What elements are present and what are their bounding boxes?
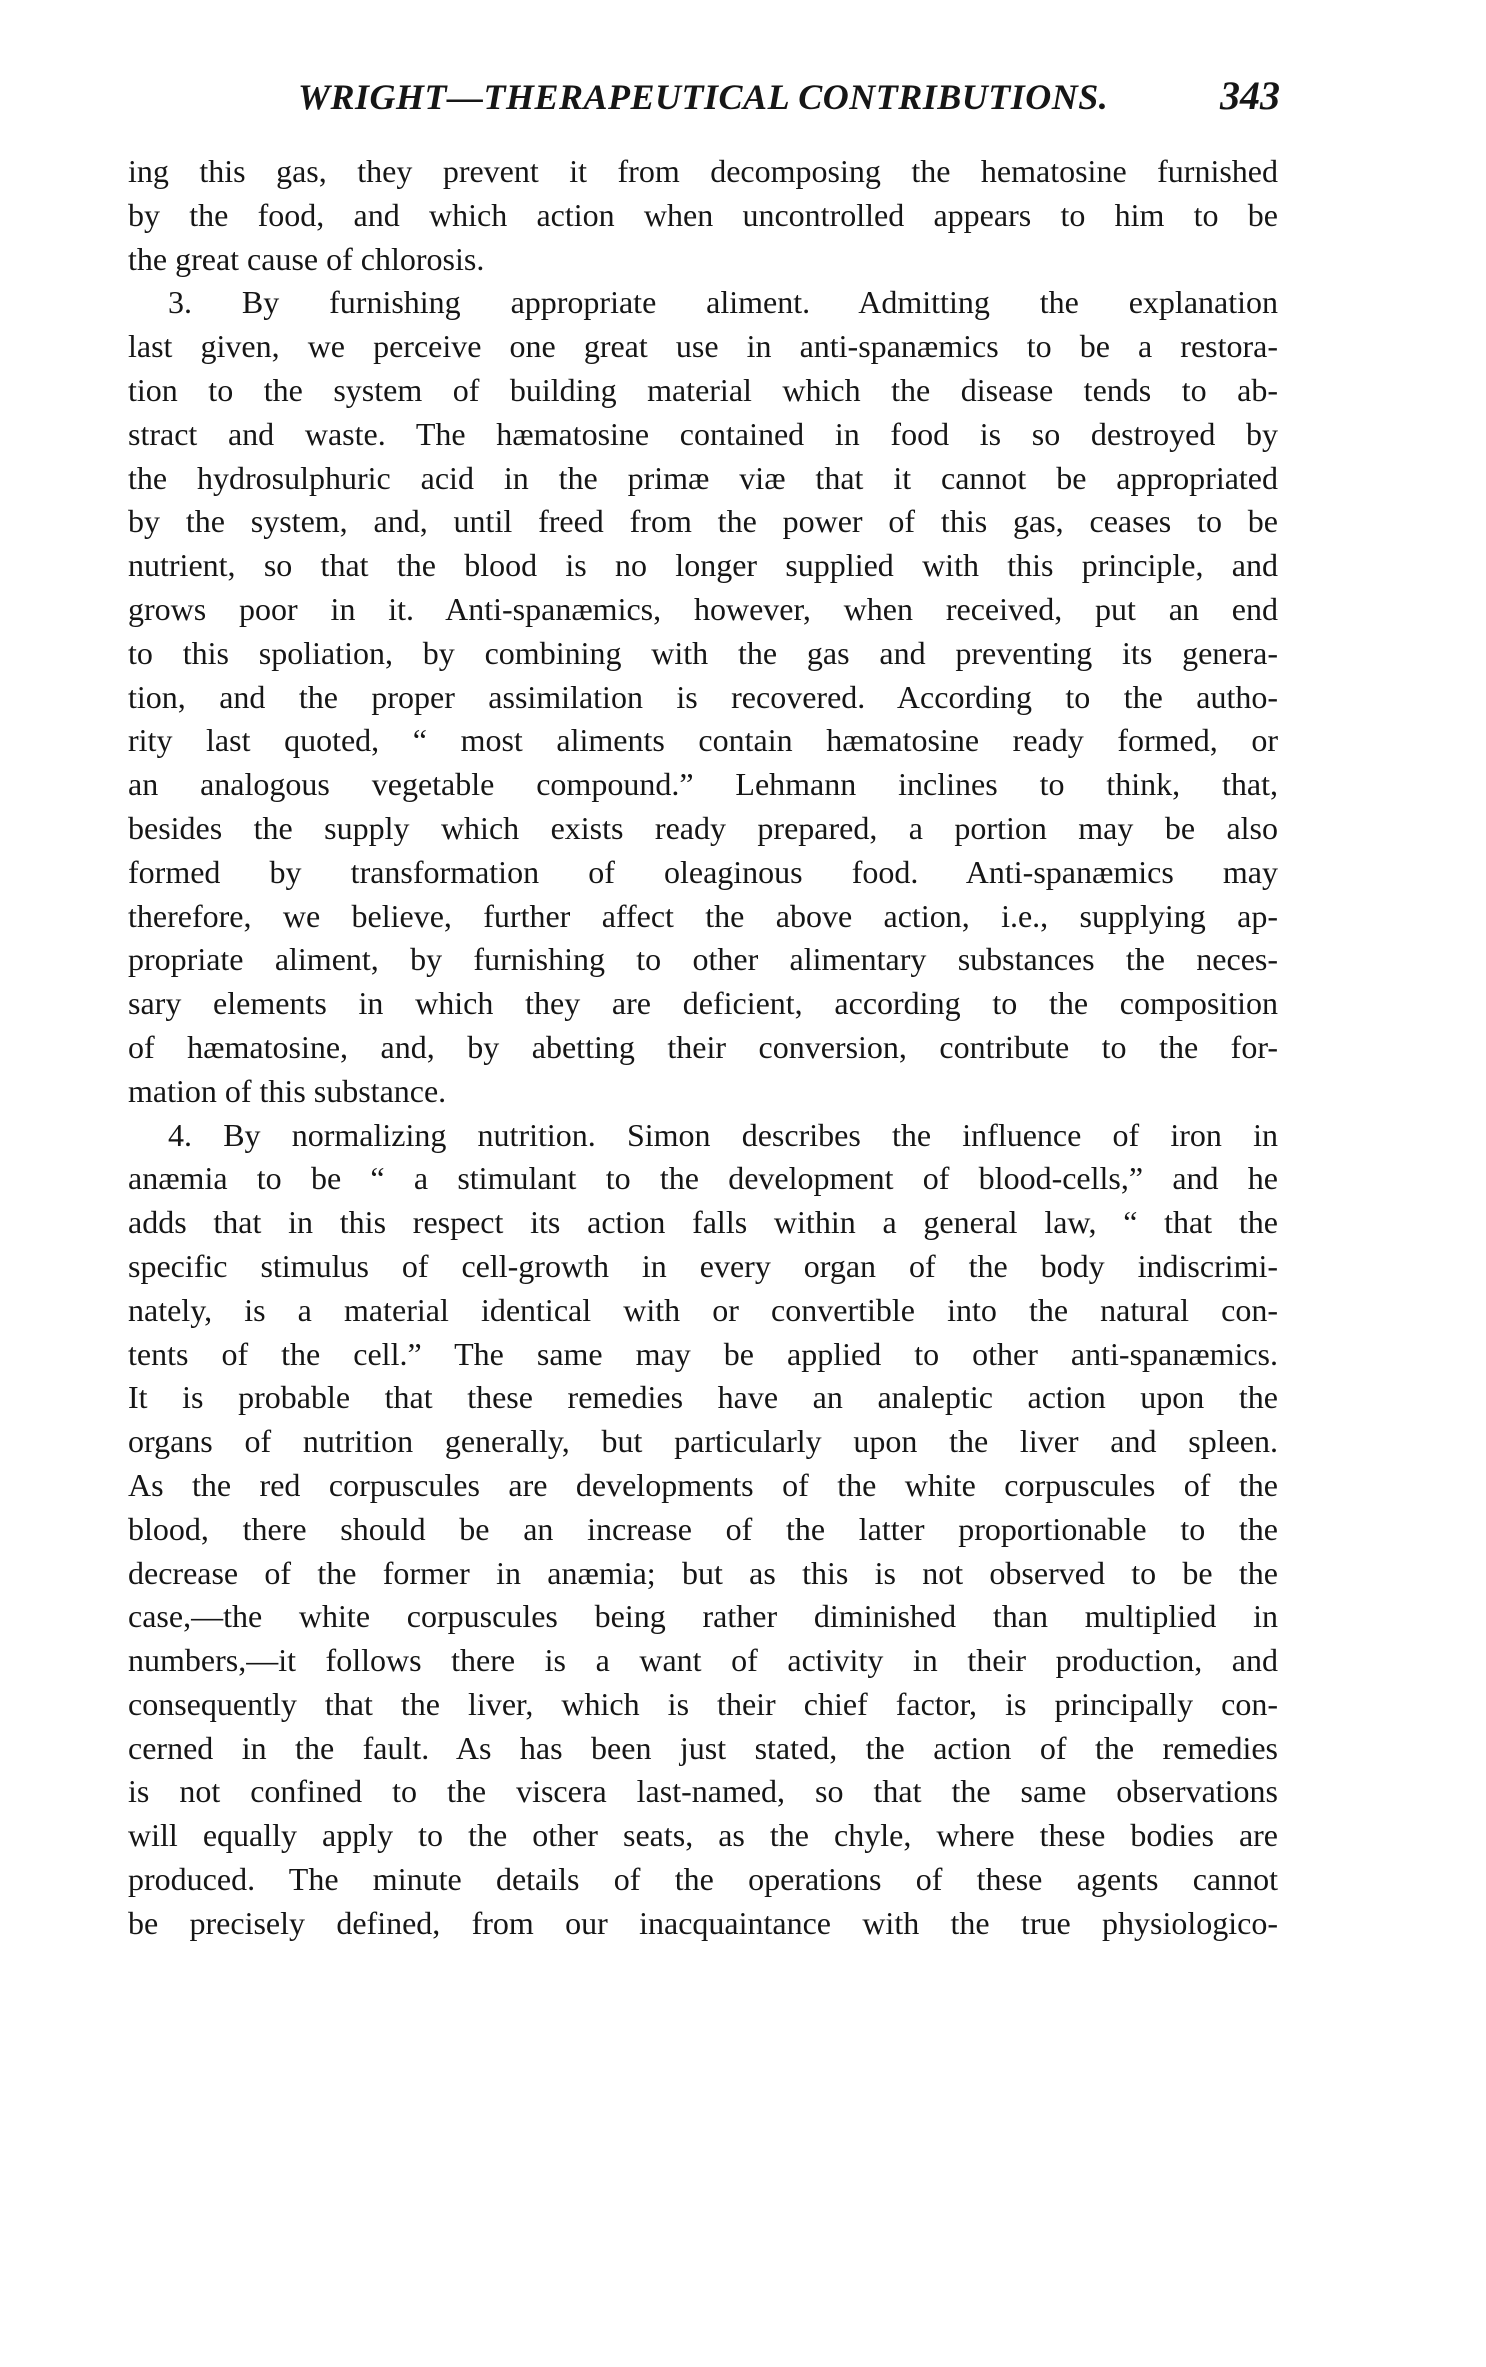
page-number: 343 — [1220, 73, 1280, 118]
text-line: grows poor in it. Anti-spanæmics, however, when received, put an end — [128, 590, 1278, 627]
text-line: decrease of the former in anæmia; but as this is not observed to be the — [128, 1554, 1278, 1591]
text-line: tents of the cell.” The same may be applied to other anti-spanæmics. — [128, 1335, 1278, 1372]
text-line: by the system, and, until freed from the power of this gas, ceases to be — [128, 503, 1278, 540]
text-line: an analogous vegetable compound.” Lehmann inclines to think, that, — [128, 766, 1278, 803]
text-line: blood, there should be an increase of the latter proportionable to the — [128, 1510, 1278, 1547]
text-line: case,—the white corpuscules being rather diminished than multiplied in — [128, 1598, 1278, 1635]
text-line: ing this gas, they prevent it from decomposing the hematosine furnished — [128, 153, 1278, 189]
text-line: stract and waste. The hæmatosine contained in food is so destroyed by — [128, 415, 1278, 452]
paragraph-start-line: 4. By normalizing nutrition. Simon describes the influence of iron in — [168, 1116, 1278, 1153]
text-line: nutrient, so that the blood is no longer supplied with this principle, and — [128, 547, 1278, 584]
body-text — [128, 150, 1278, 1946]
text-line: cerned in the fault. As has been just stated, the action of the remedies — [128, 1729, 1278, 1766]
text-line: of hæmatosine, and, by abetting their conversion, contribute to the for- — [128, 1028, 1278, 1065]
text-line: mation of this substance. — [128, 1072, 447, 1109]
text-line: formed by transformation of oleaginous food. Anti-spanæmics may — [128, 853, 1278, 890]
text-line: rity last quoted, “ most aliments contain hæmatosine ready formed, or — [128, 722, 1278, 759]
text-line: is not confined to the viscera last-named, so that the same observations — [128, 1773, 1278, 1810]
text-line: the great cause of chlorosis. — [128, 240, 485, 277]
paragraph-start-line: 3. By furnishing appropriate aliment. Admitting the explanation — [168, 284, 1278, 321]
text-line: the hydrosulphuric acid in the primæ viæ that it cannot be appropriated — [128, 459, 1278, 496]
text-line: organs of nutrition generally, but particularly upon the liver and spleen. — [128, 1423, 1278, 1460]
running-title: WRIGHT—THERAPEUTICAL CONTRIBUTIONS. — [298, 77, 1109, 117]
text-line: to this spoliation, by combining with the gas and preventing its genera- — [128, 634, 1278, 671]
text-line: will equally apply to the other seats, as the chyle, where these bodies are — [128, 1817, 1278, 1854]
text-line: besides the supply which exists ready prepared, a portion may be also — [128, 809, 1278, 846]
text-line: specific stimulus of cell-growth in every organ of the body indiscrimi- — [128, 1247, 1278, 1284]
text-line: anæmia to be “ a stimulant to the development of blood-cells,” and he — [128, 1160, 1278, 1197]
running-head — [128, 64, 1280, 134]
text-line: It is probable that these remedies have an analeptic action upon the — [128, 1379, 1278, 1416]
text-line: therefore, we believe, further affect the above action, i.e., supplying ap- — [128, 897, 1278, 934]
text-line: sary elements in which they are deficient, according to the composition — [128, 985, 1278, 1022]
text-line: produced. The minute details of the operations of these agents cannot — [128, 1861, 1278, 1898]
text-line: be precisely defined, from our inacquaintance with the true physiologico- — [128, 1904, 1278, 1941]
text-line: As the red corpuscules are developments of the white corpuscules of the — [128, 1466, 1278, 1503]
text-line: by the food, and which action when uncontrolled appears to him to be — [128, 196, 1278, 233]
text-line: propriate aliment, by furnishing to other alimentary substances the neces- — [128, 941, 1278, 978]
text-line: last given, we perceive one great use in anti-spanæmics to be a restora- — [128, 328, 1278, 365]
text-line: tion to the system of building material which the disease tends to ab- — [128, 371, 1278, 408]
text-line: consequently that the liver, which is their chief factor, is principally con- — [128, 1685, 1278, 1722]
text-line: numbers,—it follows there is a want of activity in their production, and — [128, 1642, 1278, 1679]
text-line: nately, is a material identical with or convertible into the natural con- — [128, 1291, 1278, 1328]
text-line: tion, and the proper assimilation is recovered. According to the autho- — [128, 678, 1278, 715]
text-line: adds that in this respect its action falls within a general law, “ that the — [128, 1204, 1278, 1241]
